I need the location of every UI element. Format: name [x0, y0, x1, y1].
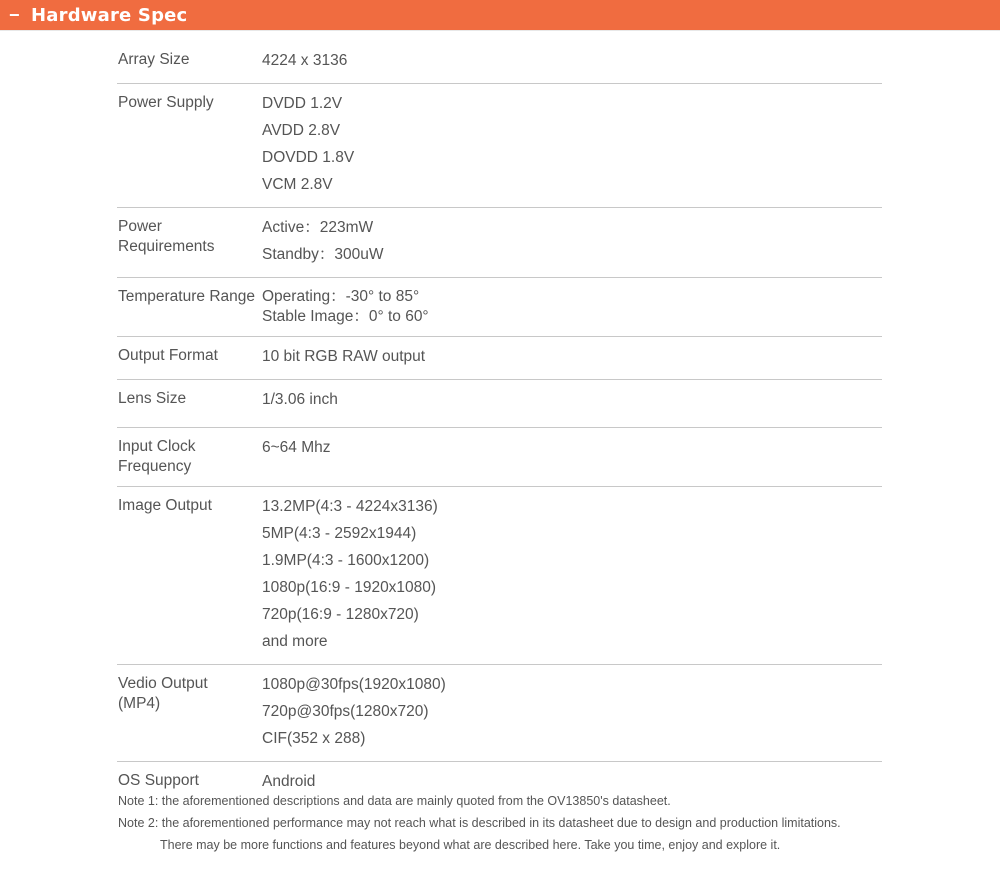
note-1: Note 1: the aforementioned descriptions and data are mainly quoted from the OV13850's datasheet.: [118, 794, 671, 808]
spec-value: 5MP(4:3 - 2592x1944): [262, 525, 417, 542]
section-title: Hardware Spec: [31, 4, 188, 26]
spec-label: Lens Size: [118, 390, 187, 407]
spec-row-output-format: [117, 337, 882, 380]
spec-label: Image Output: [118, 497, 212, 514]
spec-row-input-clock: [117, 428, 882, 487]
spec-value: DOVDD 1.8V: [262, 149, 355, 166]
spec-row-video-output: [117, 665, 882, 762]
spec-value: VCM 2.8V: [262, 176, 333, 193]
spec-row-power-supply: [117, 84, 882, 208]
spec-row-power-requirements: [117, 208, 882, 278]
collapse-icon[interactable]: −: [9, 5, 20, 25]
spec-value: and more: [262, 633, 328, 650]
spec-value: DVDD 1.2V: [262, 95, 343, 112]
spec-value: Android: [262, 773, 316, 790]
spec-row-array-size: [117, 41, 882, 84]
spec-value: Active：223mW: [262, 219, 374, 236]
spec-value: 13.2MP(4:3 - 4224x3136): [262, 498, 438, 515]
spec-table: [117, 41, 882, 804]
spec-value: CIF(352 x 288): [262, 730, 366, 747]
spec-value: 4224 x 3136: [262, 52, 348, 69]
spec-value: AVDD 2.8V: [262, 122, 341, 139]
spec-label: Vedio Output (MP4): [118, 675, 208, 712]
spec-value: 1080p@30fps(1920x1080): [262, 676, 446, 693]
note-2-continued: There may be more functions and features beyond what are described here. Take you time, enjoy and explore it.: [160, 838, 781, 852]
spec-value: 1.9MP(4:3 - 1600x1200): [262, 552, 430, 569]
spec-value: Stable Image：0° to 60°: [262, 308, 429, 325]
spec-value: 720p@30fps(1280x720): [262, 703, 429, 720]
spec-value: Standby：300uW: [262, 246, 384, 263]
note-2: Note 2: the aforementioned performance may not reach what is described in its datasheet due to design and production limitations.: [118, 816, 841, 830]
spec-row-temperature-range: [117, 278, 882, 337]
spec-label: Temperature Range: [118, 288, 255, 305]
spec-label: Power Supply: [118, 94, 214, 111]
notes: [118, 790, 938, 856]
spec-value: Operating：-30° to 85°: [262, 288, 420, 305]
spec-value: 6~64 Mhz: [262, 439, 331, 456]
spec-label: Output Format: [118, 347, 218, 364]
spec-value: 10 bit RGB RAW output: [262, 348, 426, 365]
spec-value: 1080p(16:9 - 1920x1080): [262, 579, 437, 596]
spec-label: OS Support: [118, 772, 199, 789]
spec-label: Input Clock Frequency: [118, 438, 196, 475]
spec-value: 1/3.06 inch: [262, 391, 338, 408]
spec-row-lens-size: [117, 380, 882, 428]
spec-label: Power Requirements: [118, 218, 215, 255]
spec-row-image-output: [117, 487, 882, 665]
section-header[interactable]: [0, 0, 1000, 31]
spec-value: 720p(16:9 - 1280x720): [262, 606, 419, 623]
spec-label: Array Size: [118, 51, 190, 68]
